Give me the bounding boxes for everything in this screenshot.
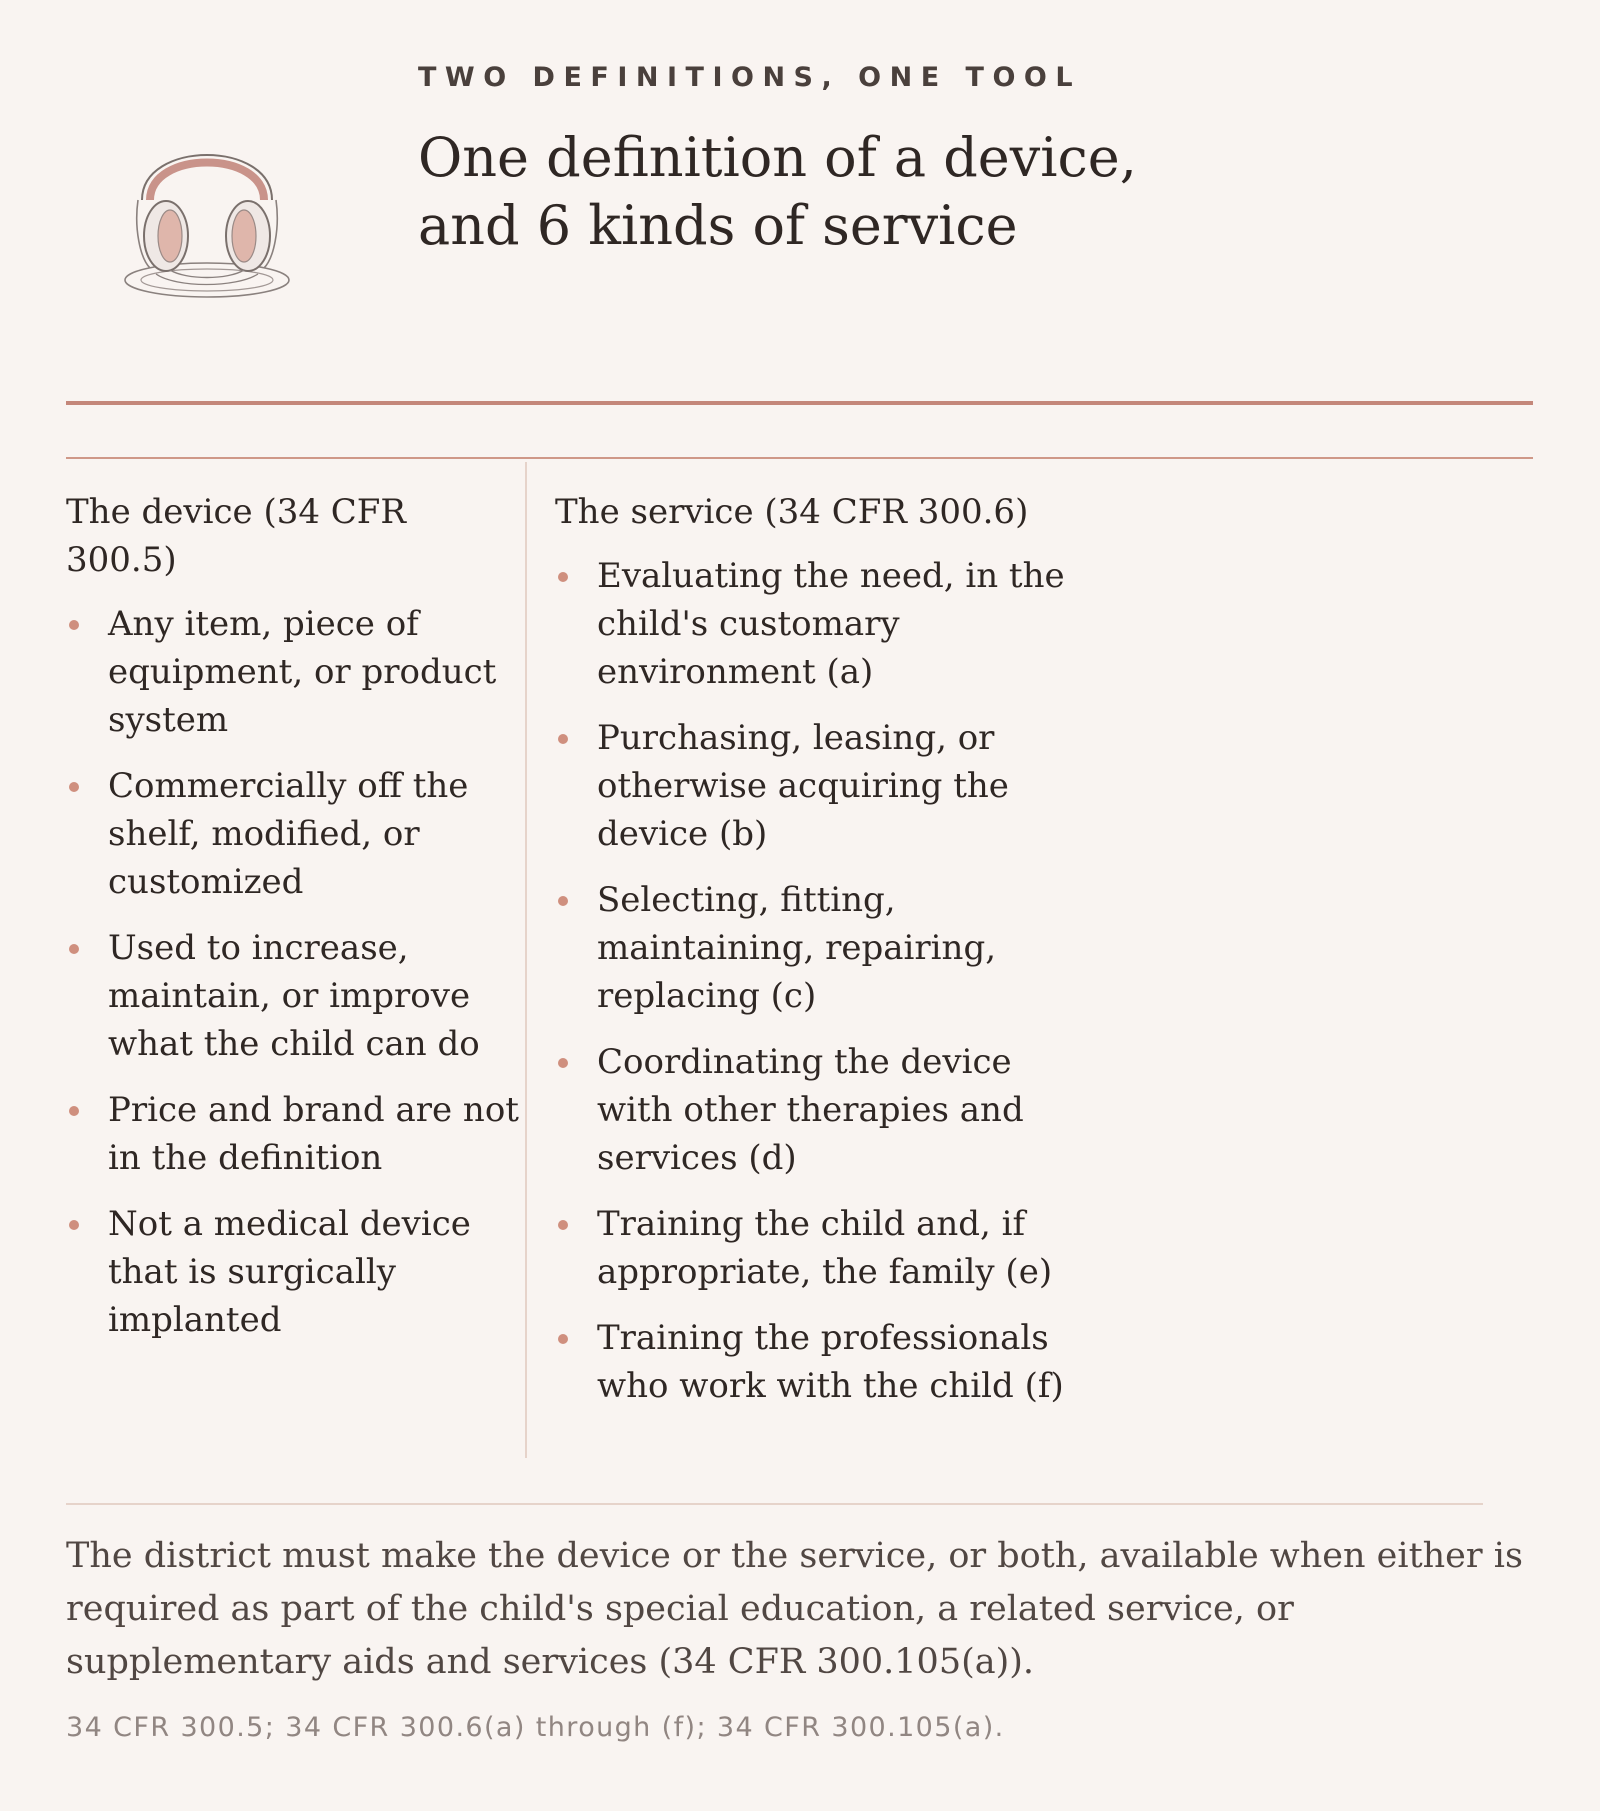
device-heading: The device (34 CFR 300.5) [66, 492, 406, 580]
bullet-icon [558, 734, 568, 744]
bullet-icon [69, 1220, 79, 1230]
table-top-rule [66, 457, 1533, 459]
device-column [66, 488, 519, 1362]
list-item [555, 1314, 1067, 1410]
service-list [555, 552, 1065, 1410]
bullet-icon [558, 1334, 568, 1344]
headphones-icon [116, 118, 302, 304]
list-item-text: Any item, piece of equipment, or product system [108, 604, 497, 740]
header-divider [66, 401, 1533, 405]
list-item [66, 1086, 538, 1182]
list-item-text: Coordinating the device with other therapies and services (d) [597, 1042, 1024, 1178]
page-title [418, 124, 1318, 260]
list-item-text: Purchasing, leasing, or otherwise acquiring the device (b) [597, 718, 1009, 854]
list-item [555, 1200, 1067, 1296]
eyebrow-label: TWO DEFINITIONS, ONE TOOL [418, 62, 1082, 93]
service-heading: The service (34 CFR 300.6) [555, 492, 1029, 532]
bullet-icon [69, 944, 79, 954]
list-item [555, 1038, 1067, 1182]
list-item [555, 552, 1067, 696]
bullet-icon [558, 1220, 568, 1230]
list-item-text: Not a medical device that is surgically implanted [108, 1204, 471, 1340]
bullet-icon [69, 620, 79, 630]
footer-divider [66, 1503, 1483, 1505]
footer-note: The district must make the device or the service, or both, available when either is required as part of the child's special education, a related service, or supplementary aids and services (34 CFR 300.105(a)). [66, 1536, 1523, 1682]
list-item-text: Used to increase, maintain, or improve what the child can do [108, 928, 480, 1064]
bullet-icon [69, 1106, 79, 1116]
bullet-icon [558, 896, 568, 906]
list-item-text: Evaluating the need, in the child's customary environment (a) [597, 556, 1065, 692]
list-item [66, 1200, 538, 1344]
list-item-text: Commercially off the shelf, modified, or customized [108, 766, 469, 902]
list-item-text: Price and brand are not in the definition [108, 1090, 519, 1178]
title-line-1: One definition of a device, [418, 126, 1137, 189]
list-item-text: Selecting, fitting, maintaining, repairing, replacing (c) [597, 880, 997, 1016]
bullet-icon [69, 782, 79, 792]
list-item [66, 600, 538, 744]
list-item-text: Training the child and, if appropriate, the family (e) [597, 1204, 1053, 1292]
service-column [555, 488, 1065, 1428]
bullet-icon [558, 572, 568, 582]
citation-line: 34 CFR 300.5; 34 CFR 300.6(a) through (f); 34 CFR 300.105(a). [66, 1712, 1005, 1743]
bullet-icon [558, 1058, 568, 1068]
device-list [66, 600, 519, 1344]
list-item [66, 762, 538, 906]
list-item [66, 924, 538, 1068]
title-line-2: and 6 kinds of service [418, 194, 1018, 257]
list-item [555, 714, 1067, 858]
list-item [555, 876, 1067, 1020]
list-item-text: Training the professionals who work with the child (f) [597, 1318, 1064, 1406]
